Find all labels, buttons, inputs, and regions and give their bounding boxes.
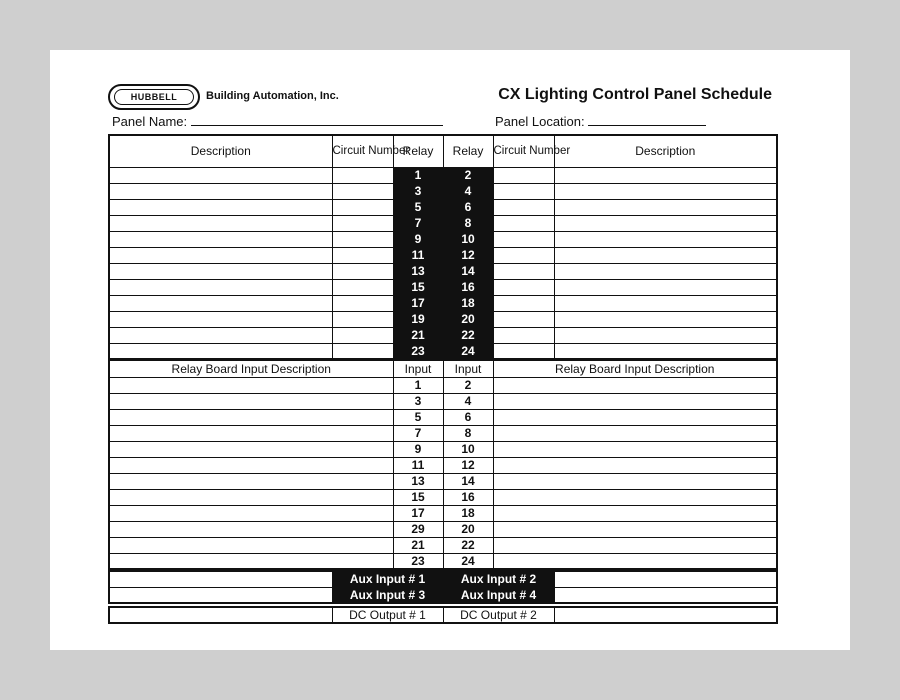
description-cell-left[interactable] (109, 327, 332, 343)
table-row (109, 247, 777, 263)
relay-number-left: 7 (393, 215, 443, 231)
circuit-cell-left[interactable] (332, 167, 393, 183)
description-cell-left[interactable] (109, 231, 332, 247)
input-number-left: 23 (393, 553, 443, 569)
aux-input-label-left: Aux Input # 1 (332, 571, 443, 587)
description-cell-right[interactable] (554, 279, 777, 295)
table-row (109, 263, 777, 279)
input-number-left: 21 (393, 537, 443, 553)
aux-input-label-right: Aux Input # 2 (443, 571, 554, 587)
relay-number-left: 5 (393, 199, 443, 215)
dc-output-label-left: DC Output # 1 (332, 607, 443, 623)
circuit-cell-right[interactable] (493, 295, 554, 311)
dc-output-label-right: DC Output # 2 (443, 607, 554, 623)
input-description-left[interactable] (109, 425, 393, 441)
table-row (109, 295, 777, 311)
circuit-cell-right[interactable] (493, 247, 554, 263)
table-row (109, 571, 777, 587)
header-input-description-right: Relay Board Input Description (493, 360, 777, 377)
dc-description-right[interactable] (554, 607, 777, 623)
panel-location-blank (588, 114, 706, 126)
relay-board-input-table (108, 359, 778, 570)
input-description-right[interactable] (493, 393, 777, 409)
input-number-left: 13 (393, 473, 443, 489)
relay-number-left: 13 (393, 263, 443, 279)
table-row (109, 311, 777, 327)
input-description-left[interactable] (109, 377, 393, 393)
relay-number-right: 22 (443, 327, 493, 343)
relay-number-right: 24 (443, 343, 493, 359)
description-cell-left[interactable] (109, 199, 332, 215)
input-number-right: 22 (443, 537, 493, 553)
table-row (109, 215, 777, 231)
relay-number-right: 20 (443, 311, 493, 327)
table-row (109, 183, 777, 199)
description-cell-right[interactable] (554, 263, 777, 279)
input-number-right: 6 (443, 409, 493, 425)
input-number-left: 7 (393, 425, 443, 441)
input-description-left[interactable] (109, 489, 393, 505)
table-row (109, 505, 777, 521)
aux-input-label-left: Aux Input # 3 (332, 587, 443, 603)
header-circuit-left: Circuit Number (332, 135, 393, 167)
relay-number-right: 4 (443, 183, 493, 199)
input-description-right[interactable] (493, 425, 777, 441)
input-description-left[interactable] (109, 553, 393, 569)
relay-number-right: 6 (443, 199, 493, 215)
circuit-cell-left[interactable] (332, 247, 393, 263)
relay-number-left: 19 (393, 311, 443, 327)
input-description-left[interactable] (109, 505, 393, 521)
panel-name-blank (191, 114, 443, 126)
circuit-cell-right[interactable] (493, 167, 554, 183)
table-row (109, 441, 777, 457)
circuit-cell-right[interactable] (493, 279, 554, 295)
input-description-right[interactable] (493, 521, 777, 537)
table-row (109, 587, 777, 603)
circuit-cell-left[interactable] (332, 231, 393, 247)
input-header-row (109, 360, 777, 377)
table-row (109, 231, 777, 247)
table-row (109, 489, 777, 505)
panel-location-label: Panel Location: (495, 114, 585, 129)
input-number-left: 29 (393, 521, 443, 537)
input-number-right: 14 (443, 473, 493, 489)
input-number-right: 16 (443, 489, 493, 505)
input-number-left: 17 (393, 505, 443, 521)
header-description-right: Description (554, 135, 777, 167)
input-description-right[interactable] (493, 505, 777, 521)
company-name: Building Automation, Inc. (206, 90, 339, 102)
hubbell-logo (108, 84, 200, 110)
dc-output-table (108, 606, 778, 624)
circuit-cell-left[interactable] (332, 295, 393, 311)
input-number-right: 24 (443, 553, 493, 569)
description-cell-left[interactable] (109, 167, 332, 183)
description-cell-right[interactable] (554, 311, 777, 327)
table-row (109, 377, 777, 393)
panel-name-field (112, 114, 443, 129)
circuit-cell-left[interactable] (332, 263, 393, 279)
relay-number-left: 11 (393, 247, 443, 263)
header-description-left: Description (109, 135, 332, 167)
relay-number-left: 9 (393, 231, 443, 247)
circuit-cell-left[interactable] (332, 215, 393, 231)
relay-header-row (109, 135, 777, 167)
table-row (109, 343, 777, 359)
input-number-right: 18 (443, 505, 493, 521)
aux-input-table (108, 570, 778, 604)
header-input-description-left: Relay Board Input Description (109, 360, 393, 377)
input-number-right: 8 (443, 425, 493, 441)
circuit-cell-right[interactable] (493, 311, 554, 327)
table-row (109, 457, 777, 473)
input-description-right[interactable] (493, 441, 777, 457)
description-cell-right[interactable] (554, 247, 777, 263)
relay-number-right: 18 (443, 295, 493, 311)
input-number-right: 4 (443, 393, 493, 409)
description-cell-right[interactable] (554, 167, 777, 183)
header-input-left: Input (393, 360, 443, 377)
input-number-right: 2 (443, 377, 493, 393)
input-description-left[interactable] (109, 473, 393, 489)
description-cell-left[interactable] (109, 279, 332, 295)
input-description-right[interactable] (493, 489, 777, 505)
aux-description-right[interactable] (554, 571, 777, 587)
circuit-cell-right[interactable] (493, 215, 554, 231)
header-relay-left: Relay (393, 135, 443, 167)
circuit-cell-left[interactable] (332, 183, 393, 199)
description-cell-right[interactable] (554, 231, 777, 247)
table-row (109, 199, 777, 215)
input-number-right: 12 (443, 457, 493, 473)
input-description-right[interactable] (493, 473, 777, 489)
description-cell-left[interactable] (109, 247, 332, 263)
panel-location-field (495, 114, 706, 129)
relay-number-right: 8 (443, 215, 493, 231)
header-relay-right: Relay (443, 135, 493, 167)
relay-number-left: 1 (393, 167, 443, 183)
description-cell-right[interactable] (554, 295, 777, 311)
input-description-right[interactable] (493, 457, 777, 473)
input-number-right: 20 (443, 521, 493, 537)
circuit-cell-right[interactable] (493, 183, 554, 199)
description-cell-right[interactable] (554, 183, 777, 199)
description-cell-left[interactable] (109, 183, 332, 199)
input-number-left: 1 (393, 377, 443, 393)
description-cell-right[interactable] (554, 327, 777, 343)
header-input-right: Input (443, 360, 493, 377)
circuit-cell-left[interactable] (332, 279, 393, 295)
table-row (109, 607, 777, 623)
circuit-cell-right[interactable] (493, 199, 554, 215)
input-description-left[interactable] (109, 409, 393, 425)
circuit-cell-right[interactable] (493, 343, 554, 359)
input-description-left[interactable] (109, 537, 393, 553)
table-row (109, 537, 777, 553)
document-header (108, 82, 778, 112)
circuit-cell-left[interactable] (332, 327, 393, 343)
input-description-right[interactable] (493, 537, 777, 553)
circuit-cell-left[interactable] (332, 199, 393, 215)
circuit-cell-right[interactable] (493, 327, 554, 343)
table-row (109, 521, 777, 537)
table-row (109, 279, 777, 295)
table-row (109, 167, 777, 183)
input-description-right[interactable] (493, 553, 777, 569)
relay-number-left: 15 (393, 279, 443, 295)
description-cell-right[interactable] (554, 343, 777, 359)
description-cell-left[interactable] (109, 215, 332, 231)
relay-number-left: 21 (393, 327, 443, 343)
table-row (109, 425, 777, 441)
input-number-right: 10 (443, 441, 493, 457)
table-row (109, 393, 777, 409)
input-number-left: 3 (393, 393, 443, 409)
input-description-right[interactable] (493, 409, 777, 425)
relay-number-right: 16 (443, 279, 493, 295)
aux-input-label-right: Aux Input # 4 (443, 587, 554, 603)
input-description-left[interactable] (109, 441, 393, 457)
relay-number-left: 17 (393, 295, 443, 311)
circuit-cell-right[interactable] (493, 263, 554, 279)
input-description-left[interactable] (109, 393, 393, 409)
panel-name-label: Panel Name: (112, 114, 188, 129)
aux-description-right[interactable] (554, 587, 777, 603)
dc-description-left[interactable] (109, 607, 332, 623)
description-cell-left[interactable] (109, 295, 332, 311)
description-cell-left[interactable] (109, 311, 332, 327)
aux-description-left[interactable] (109, 587, 332, 603)
input-number-left: 11 (393, 457, 443, 473)
description-cell-right[interactable] (554, 215, 777, 231)
relay-number-left: 23 (393, 343, 443, 359)
input-number-left: 15 (393, 489, 443, 505)
table-row (109, 409, 777, 425)
relay-schedule-table (108, 134, 778, 360)
relay-number-right: 10 (443, 231, 493, 247)
table-row (109, 553, 777, 569)
description-cell-left[interactable] (109, 263, 332, 279)
logo-text: HUBBELL (114, 89, 194, 105)
circuit-cell-right[interactable] (493, 231, 554, 247)
relay-number-right: 2 (443, 167, 493, 183)
relay-number-right: 14 (443, 263, 493, 279)
table-row (109, 327, 777, 343)
input-description-left[interactable] (109, 457, 393, 473)
relay-number-right: 12 (443, 247, 493, 263)
table-row (109, 473, 777, 489)
description-cell-left[interactable] (109, 343, 332, 359)
relay-number-left: 3 (393, 183, 443, 199)
input-description-right[interactable] (493, 377, 777, 393)
aux-description-left[interactable] (109, 571, 332, 587)
input-number-left: 5 (393, 409, 443, 425)
document-title: CX Lighting Control Panel Schedule (498, 86, 772, 103)
description-cell-right[interactable] (554, 199, 777, 215)
circuit-cell-left[interactable] (332, 343, 393, 359)
input-number-left: 9 (393, 441, 443, 457)
circuit-cell-left[interactable] (332, 311, 393, 327)
header-circuit-right: Circuit Number (493, 135, 554, 167)
input-description-left[interactable] (109, 521, 393, 537)
